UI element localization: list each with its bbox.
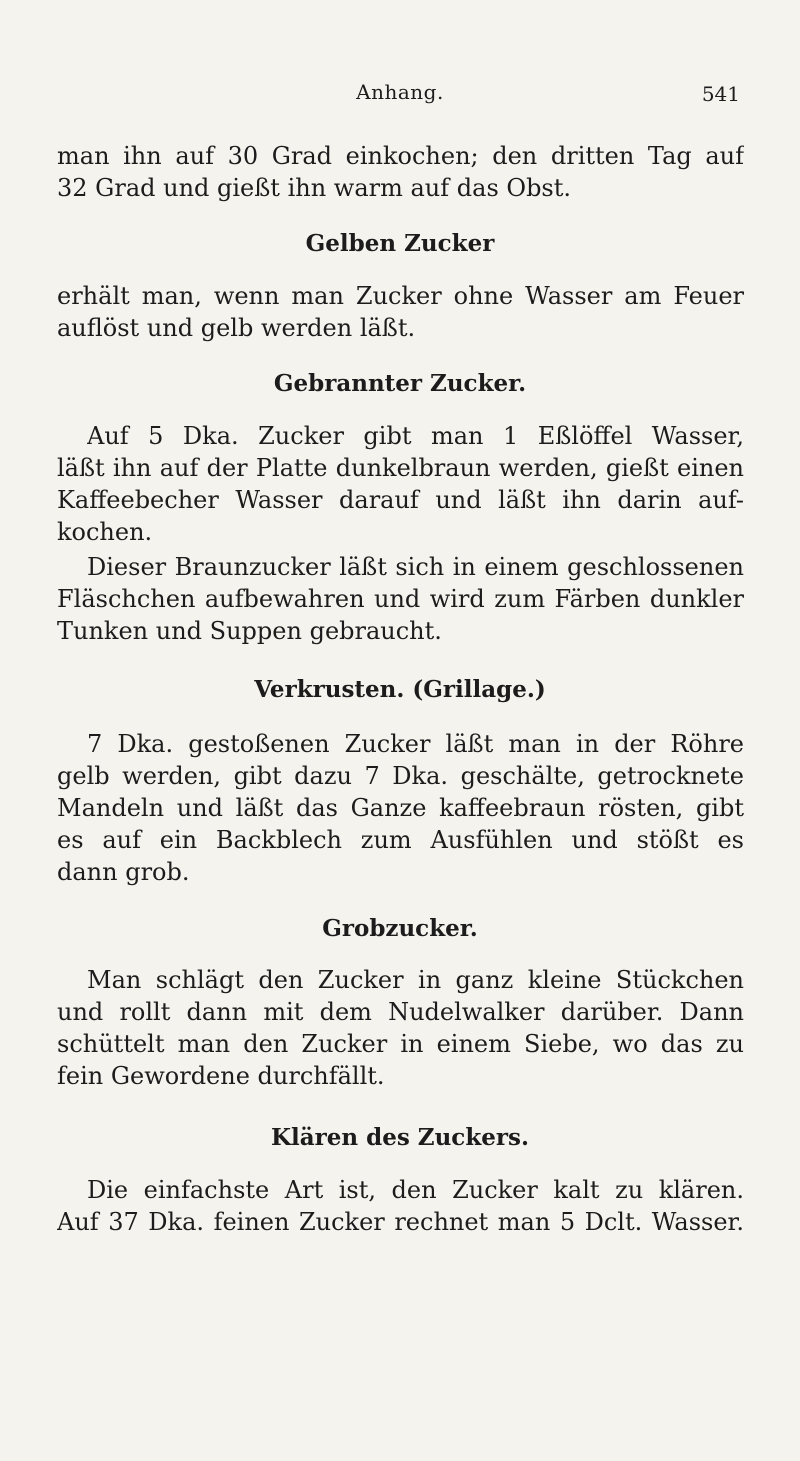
text-line: Tunken und Suppen gebraucht. <box>57 617 442 645</box>
section-heading-verkrusten: Verkrusten. (Grillage.) <box>254 676 546 703</box>
text-line: 7 Dka. gestoßenen Zucker läßt man in der Röhre <box>87 730 744 758</box>
running-header <box>0 80 800 110</box>
running-title: Anhang. <box>356 80 444 104</box>
text-line: schüttelt man den Zucker in einem Siebe, wo das zu <box>57 1030 744 1058</box>
text-line: erhält man, wenn man Zucker ohne Wasser am Feuer <box>57 282 744 310</box>
text-line: man ihn auf 30 Grad einkochen; den dritten Tag auf <box>57 142 744 170</box>
text-line: und rollt dann mit dem Nudelwalker darüber. Dann <box>57 998 744 1026</box>
text-line: auflöst und gelb werden läßt. <box>57 314 416 342</box>
text-line: 32 Grad und gießt ihn warm auf das Obst. <box>57 174 572 202</box>
text-line: dann grob. <box>57 858 190 886</box>
text-line: Mandeln und läßt das Ganze kaffeebraun rösten, gibt <box>57 794 744 822</box>
text-line: kochen. <box>57 518 153 546</box>
text-line: es auf ein Backblech zum Ausfühlen und stößt es <box>57 826 744 854</box>
text-line: gelb werden, gibt dazu 7 Dka. geschälte, getrocknete <box>57 762 744 790</box>
text-line: läßt ihn auf der Platte dunkelbraun werden, gießt einen <box>57 454 744 482</box>
text-line: Dieser Braunzucker läßt sich in einem geschlossenen <box>87 553 744 581</box>
text-line: Fläschchen aufbewahren und wird zum Färben dunkler <box>57 585 744 613</box>
section-heading-klaeren: Klären des Zuckers. <box>271 1124 529 1151</box>
text-line: Auf 37 Dka. feinen Zucker rechnet man 5 Dclt. Wasser. <box>57 1208 744 1236</box>
section-heading-gelben-zucker: Gelben Zucker <box>305 230 495 257</box>
section-heading-gebrannter-zucker: Gebrannter Zucker. <box>273 370 527 397</box>
text-line: fein Gewordene durchfällt. <box>57 1062 385 1090</box>
section-heading-grobzucker: Grobzucker. <box>322 915 478 942</box>
text-line: Auf 5 Dka. Zucker gibt man 1 Eßlöffel Wasser, <box>87 422 744 450</box>
text-line: Kaffeebecher Wasser darauf und läßt ihn darin auf- <box>57 486 744 514</box>
text-line: Man schlägt den Zucker in ganz kleine Stückchen <box>87 966 744 994</box>
text-line: Die einfachste Art ist, den Zucker kalt zu klären. <box>87 1176 744 1204</box>
page-number: 541 <box>701 82 740 106</box>
